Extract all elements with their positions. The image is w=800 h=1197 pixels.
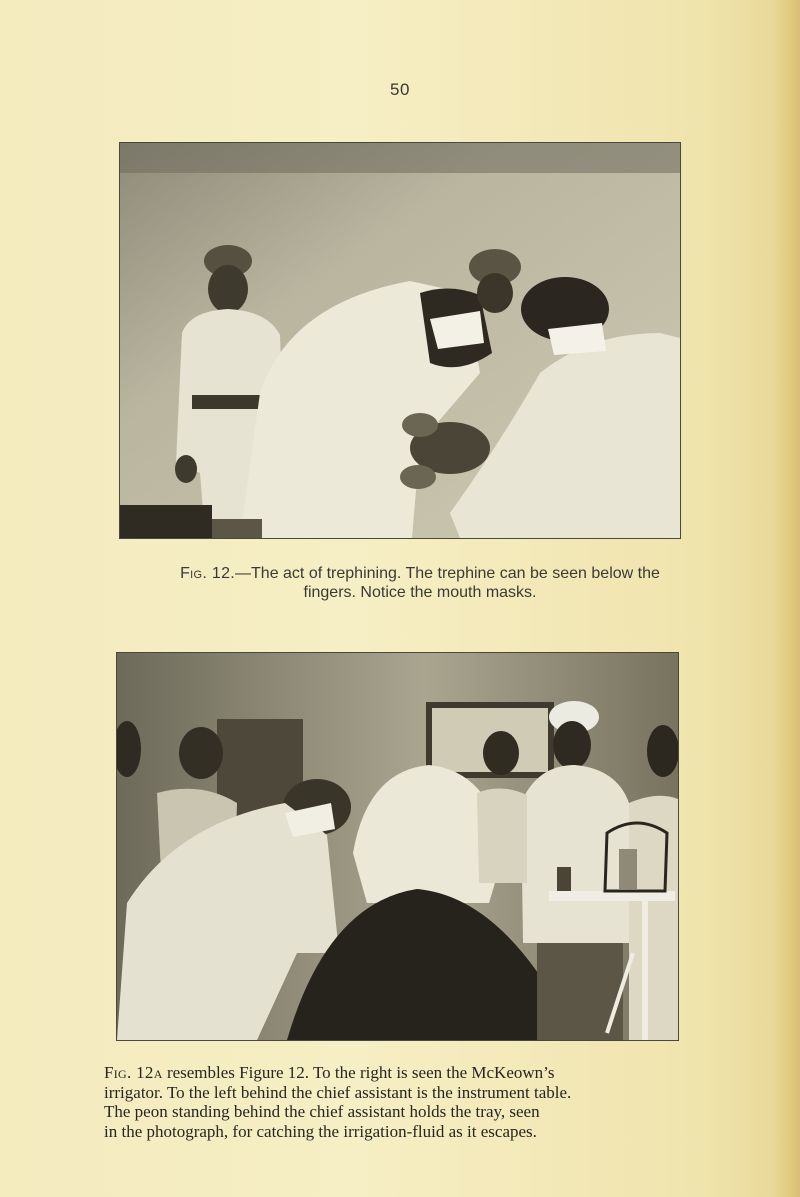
figure-12-caption-text-1: —The act of trephining. The trephine can be seen below the: [235, 565, 660, 582]
page-edge-shadow: [774, 0, 800, 1197]
figure-12-label: Fig. 12.: [180, 565, 236, 582]
figure-12-photo-drawing: [120, 143, 680, 538]
figure-12-caption: [80, 564, 760, 602]
figure-12a-caption-line-1: [104, 1063, 708, 1083]
figure-12a-caption-line-2: irrigator. To the left behind the chief assistant is the instrument table.: [104, 1082, 572, 1102]
figure-12a-label: Fig. 12a: [104, 1063, 163, 1082]
figure-12a-caption-line-3: The peon standing behind the chief assistant holds the tray, seen: [104, 1102, 540, 1121]
figure-12a-caption-text-1: resembles Figure 12. To the right is seen the McKeown’s: [162, 1063, 555, 1082]
figure-12a-photo: [116, 652, 679, 1041]
figure-12a-caption: [104, 1063, 708, 1141]
figure-12-caption-line-2: fingers. Notice the mouth masks.: [303, 584, 537, 601]
figure-12a-photo-drawing: [117, 653, 678, 1040]
figure-12-caption-line-1: [80, 564, 760, 583]
figure-12-photo: [119, 142, 681, 539]
figure-12a-caption-line-4: in the photograph, for catching the irrigation-fluid as it escapes.: [104, 1121, 537, 1141]
page-number: 50: [390, 80, 410, 99]
